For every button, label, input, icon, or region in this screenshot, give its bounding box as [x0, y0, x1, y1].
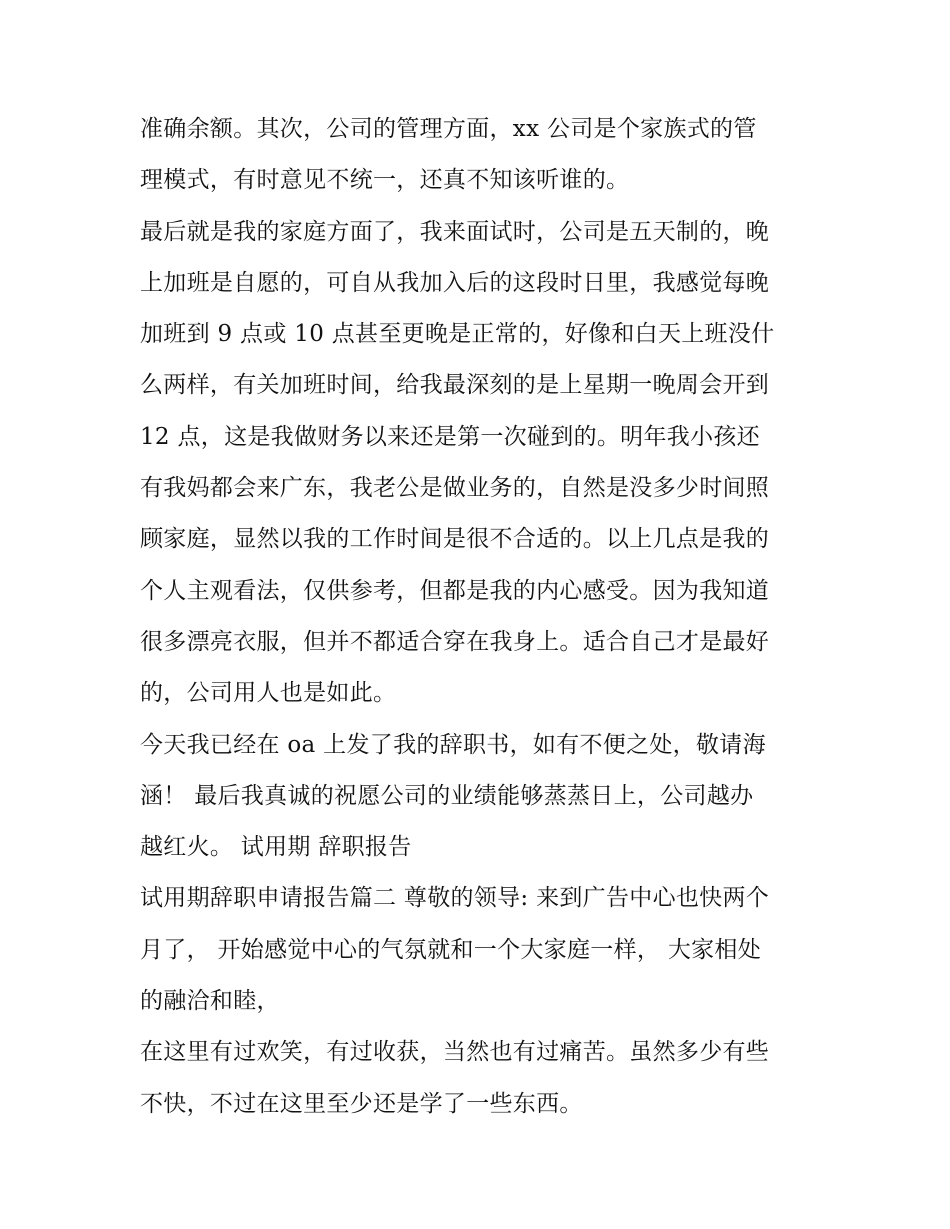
text-line: 很多漂亮衣服，但并不都适合穿在我身上。适合自己才是最好 [140, 628, 770, 655]
document-body [140, 104, 820, 1130]
text-line: 个人主观看法，仅供参考，但都是我的内心感受。因为我知道 [140, 577, 770, 604]
text-line: 加班到 9 点或 10 点甚至更晚是正常的，好像和白天上班没什 [140, 321, 775, 348]
text-line: 么两样，有关加班时间，给我最深刻的是上星期一晚周会开到 [140, 372, 770, 399]
text-line: 的融洽和睦， [140, 988, 280, 1015]
text-line: 的，公司用人也是如此。 [140, 680, 397, 707]
text-line: 顾家庭，显然以我的工作时间是很不合适的。以上几点是我的 [140, 526, 770, 553]
text-line: 最后就是我的家庭方面了，我来面试时，公司是五天制的，晚 [140, 218, 770, 245]
text-line: 不快，不过在这里至少还是学了一些东西。 [140, 1090, 583, 1117]
text-line: 越红火。 试用期 辞职报告 [140, 834, 412, 861]
text-line: 准确余额。其次，公司的管理方面，xx 公司是个家族式的管 [140, 116, 757, 142]
text-line: 月了， 开始感觉中心的气氛就和一个大家庭一样， 大家相处 [140, 936, 762, 963]
text-line: 12 点，这是我做财务以来还是第一次碰到的。明年我小孩还 [140, 423, 760, 450]
text-line: 试用期辞职申请报告篇二 尊敬的领导: 来到广告中心也快两个 [140, 885, 770, 912]
text-line: 理模式，有时意见不统一，还真不知该听谁的。 [140, 167, 630, 194]
text-line: 今天我已经在 oa 上发了我的辞职书，如有不便之处，敬请海 [140, 731, 766, 758]
text-line: 在这里有过欢笑，有过收获，当然也有过痛苦。虽然多少有些 [140, 1039, 770, 1066]
text-line: 有我妈都会来广东，我老公是做业务的，自然是没多少时间照 [140, 475, 770, 502]
text-line: 上加班是自愿的，可自从我加入后的这段时日里，我感觉每晚 [140, 269, 770, 296]
text-line: 涵！ 最后我真诚的祝愿公司的业绩能够蒸蒸日上，公司越办 [140, 782, 754, 809]
